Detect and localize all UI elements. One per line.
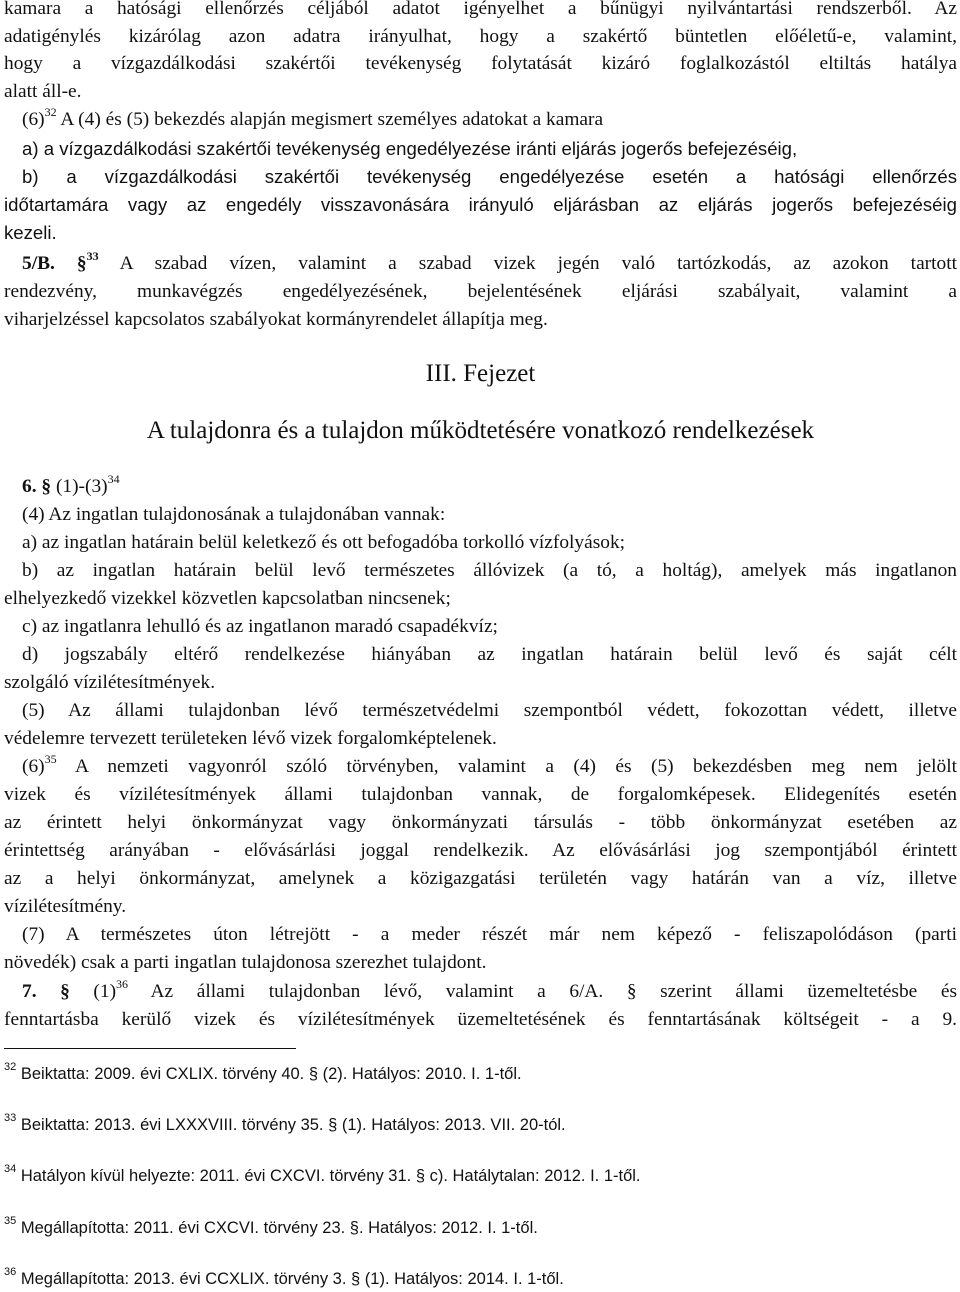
paragraph-text: A (4) és (5) bekezdés alapján megismert személyes adatokat a kamara bbox=[56, 109, 604, 130]
body-line: fenntartásba kerülő vizek és vízilétesítmények üzemeltetésének és fenntartásának költségeit - a 9. bbox=[4, 1009, 957, 1030]
list-item-b-cont: kezeli. bbox=[4, 222, 57, 243]
list-item-b: b) az ingatlan határain belül levő természetes állóvizek (a tó, a holtág), amelyek más ingatlanon bbox=[22, 560, 957, 581]
section-7 bbox=[4, 978, 957, 1006]
footnote-text: Hatályon kívül helyezte: 2011. évi CXCVI. törvény 31. § c). Hatálytalan: 2012. I. 1-től. bbox=[20, 1167, 641, 1185]
footnote-ref[interactable]: 33 bbox=[86, 249, 99, 263]
body-line: viharjelzéssel kapcsolatos szabályokat kormányrendelet állapítja meg. bbox=[4, 309, 548, 330]
footnote-divider bbox=[4, 1048, 296, 1049]
list-item-b-cont: elhelyezkedő vizekkel közvetlen kapcsolatban nincsenek; bbox=[4, 588, 451, 609]
footnote-text: Beiktatta: 2013. évi LXXXVIII. törvény 35. § (1). Hatályos: 2013. VII. 20-tól. bbox=[20, 1116, 566, 1134]
section-text: A szabad vízen, valamint a szabad vizek jegén való tartózkodás, az azokon tartott bbox=[98, 253, 957, 274]
paragraph-4: (4) Az ingatlan tulajdonosának a tulajdonában vannak: bbox=[22, 504, 446, 525]
list-item-b-cont: időtartamára vagy az engedély visszavonására irányuló eljárásban az eljárás jogerős befejezéséig bbox=[4, 194, 957, 215]
body-line: vízilétesítmény. bbox=[4, 896, 127, 917]
footnote bbox=[4, 1061, 522, 1084]
chapter-title: III. Fejezet bbox=[425, 360, 536, 387]
body-line: érintettség arányában - elővásárlási joggal rendelkezik. Az elővásárlási jog szempontjából érintett bbox=[4, 840, 957, 861]
section-label: 7. § bbox=[22, 981, 70, 1002]
section-text: (1)-(3) bbox=[51, 476, 108, 497]
paragraph-number: (6) bbox=[22, 109, 45, 130]
footnote-number: 34 bbox=[4, 1163, 17, 1175]
footnote-text: Beiktatta: 2009. évi CXLIX. törvény 40. § (2). Hatályos: 2010. I. 1-től. bbox=[20, 1065, 522, 1083]
list-item-c: c) az ingatlanra lehulló és az ingatlanon maradó csapadékvíz; bbox=[22, 616, 498, 637]
body-line: az a helyi önkormányzat, amelynek a közigazgatási területén vagy határán van a víz, illetve bbox=[4, 868, 957, 889]
section-text: Az állami tulajdonban lévő, valamint a 6/A. § szerint állami üzemeltetésbe és bbox=[128, 981, 957, 1002]
body-line: adatigénylés kizárólag azon adatra irányulhat, hogy a szakértő büntetlen előéletű-e, valamint, bbox=[4, 26, 957, 47]
footnote-ref[interactable]: 36 bbox=[116, 977, 129, 991]
paragraph-5: (5) Az állami tulajdonban lévő természetvédelmi szempontból védett, fokozottan védett, illetve bbox=[22, 700, 957, 721]
paragraph-5-cont: védelemre tervezett területeken lévő vizek forgalomképtelenek. bbox=[4, 728, 497, 749]
footnote bbox=[4, 1163, 641, 1186]
paragraph-number: (6) bbox=[22, 756, 45, 777]
footnote bbox=[4, 1266, 564, 1289]
paragraph-6-intro bbox=[4, 106, 957, 134]
footnote-text: Megállapította: 2011. évi CXCVI. törvény 23. §. Hatályos: 2012. I. 1-től. bbox=[20, 1219, 538, 1237]
body-line: kamara a hatósági ellenőrzés céljából adatot igényelhet a bűnügyi nyilvántartási rendszerből. Az bbox=[4, 0, 957, 19]
list-item-b: b) a vízgazdálkodási szakértői tevékenység engedélyezése esetén a hatósági ellenőrzés bbox=[22, 166, 957, 187]
body-line: vizek és vízilétesítmények állami tulajdonban vannak, de forgalomképesek. Elidegenítés esetén bbox=[4, 784, 957, 805]
footnote-ref[interactable]: 34 bbox=[107, 472, 120, 486]
footnote-number: 35 bbox=[4, 1215, 17, 1227]
list-item-d: d) jogszabály eltérő rendelkezése hiányában az ingatlan határain belül levő és saját célt bbox=[22, 644, 957, 665]
body-line: alatt áll-e. bbox=[4, 81, 82, 102]
footnote bbox=[4, 1215, 538, 1238]
paragraph-7-cont: növedék) csak a parti ingatlan tulajdonosa szerezhet tulajdont. bbox=[4, 952, 487, 973]
list-item-a: a) az ingatlan határain belül keletkező és ott befogadóba torkolló vízfolyások; bbox=[22, 532, 626, 553]
list-item-a: a) a vízgazdálkodási szakértői tevékenység engedélyezése iránti eljárás jogerős befejezéséig, bbox=[22, 138, 798, 159]
body-line: rendezvény, munkavégzés engedélyezésének, bejelentésének eljárási szabályait, valamint a bbox=[4, 281, 957, 302]
section-text: (1) bbox=[69, 981, 117, 1002]
section-label: 5/B. § bbox=[22, 253, 87, 274]
section-label: 6. § bbox=[22, 476, 52, 497]
paragraph-7: (7) A természetes úton létrejött - a meder részét már nem képező - feliszapolódáson (parti bbox=[22, 924, 957, 945]
chapter-subtitle: A tulajdonra és a tulajdon működtetésére vonatkozó rendelkezések bbox=[146, 417, 815, 444]
footnote-number: 36 bbox=[4, 1266, 17, 1278]
footnote-ref[interactable]: 35 bbox=[44, 752, 57, 766]
footnote-ref[interactable]: 32 bbox=[44, 105, 57, 119]
body-line: az érintett helyi önkormányzat vagy önkormányzati társulás - több önkormányzat esetében az bbox=[4, 812, 957, 833]
section-5b bbox=[4, 250, 957, 278]
footnote-number: 33 bbox=[4, 1112, 17, 1124]
list-item-d-cont: szolgáló vízilétesítmények. bbox=[4, 672, 216, 693]
footnote-text: Megállapította: 2013. évi CCXLIX. törvény 3. § (1). Hatályos: 2014. I. 1-től. bbox=[20, 1270, 564, 1288]
footnote-number: 32 bbox=[4, 1061, 17, 1073]
paragraph-6 bbox=[4, 753, 957, 781]
footnote bbox=[4, 1112, 566, 1135]
body-line: hogy a vízgazdálkodási szakértői tevékenység folytatását kizáró foglalkozástól eltiltás hatálya bbox=[4, 53, 957, 74]
paragraph-text: A nemzeti vagyonról szóló törvényben, valamint a (4) és (5) bekezdésben meg nem jelölt bbox=[56, 756, 957, 777]
section-6 bbox=[4, 473, 957, 501]
